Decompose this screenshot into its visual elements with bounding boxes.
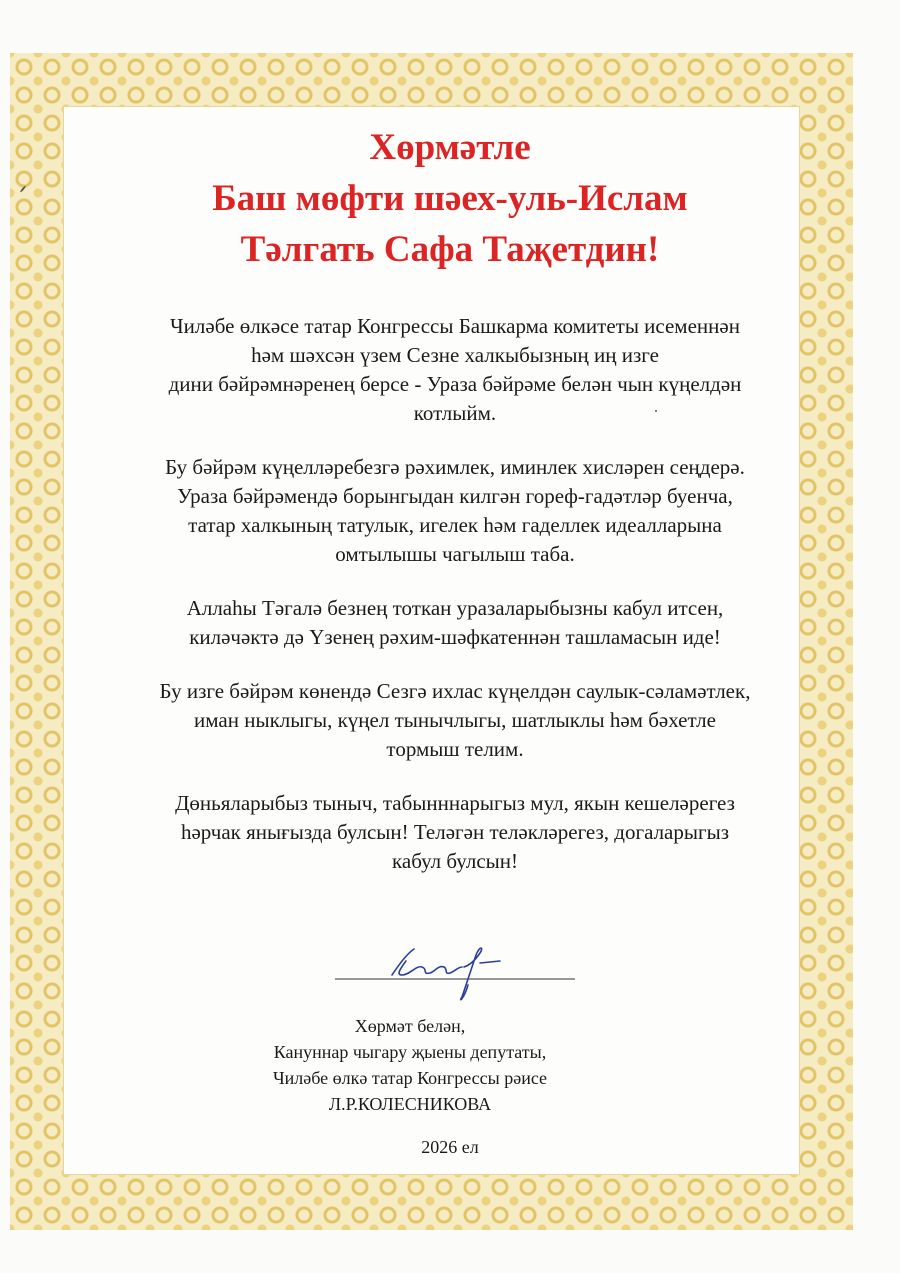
text-line: иман ныклыгы, күңел тынычлыгы, шатлыклы һәм бәхетле [194, 708, 716, 732]
paragraph [95, 677, 815, 764]
text-line: Бу бәйрәм күңелләребезгә рәхимлек, иминлек хисләрен сеңдерә. [165, 455, 745, 479]
text-line: котлыйм. [413, 401, 497, 425]
text-line: дини бәйрәмнәренең берсе - Ураза бәйрәме белән чын күңелдән [168, 372, 742, 396]
paragraph [95, 594, 815, 652]
text-line: Аллаһы Тәгалә безнең тоткан уразаларыбызны кабул итсен, [186, 596, 724, 620]
paragraph [95, 453, 815, 569]
heading-line-2: Баш мөфти шәех-уль-Ислам [212, 178, 688, 219]
signer-role: Чиләбе өлкә татар Конгрессы рәисе [272, 1068, 548, 1088]
paragraph [95, 789, 815, 876]
greeting-heading [0, 122, 900, 275]
text-line: Ураза бәйрәмендә борынгыдан килгән гореф-гадәтләр буенча, [177, 484, 733, 508]
paragraph [95, 312, 815, 428]
year-label: 2026 ел [421, 1137, 479, 1157]
signature [330, 945, 580, 1005]
signature-scribble [392, 948, 500, 1000]
text-line: киләчәктә дә Үзенең рәхим-шәфкатеннән ташламасын иде! [189, 625, 721, 649]
text-line: һәрчак янығызда булсын! Теләгән теләкләрегез, догаларыгыз [180, 820, 730, 844]
text-line: кабул булсын! [392, 849, 518, 873]
text-line: Бу изге бәйрәм көнендә Сезгә ихлас күңелдән саулык-сәламәтлек, [159, 679, 751, 703]
text-line: татар халкының татулык, игелек һәм гаделлек идеалларына [188, 513, 722, 537]
closing-regards: Хөрмәт белән, [354, 1016, 466, 1036]
text-line: Чиләбе өлкәсе татар Конгрессы Башкарма комитеты исеменнән [170, 314, 740, 338]
text-line: һәм шәхсән үзем Сезне халкыбызның иң изге [251, 343, 659, 367]
signer-position: Кануннар чыгару җыены депутаты, [273, 1042, 547, 1062]
heading-line-1: Хөрмәтле [369, 127, 531, 168]
signer-name: Л.Р.КОЛЕСНИКОВА [328, 1094, 492, 1114]
text-line: тормыш телим. [386, 737, 524, 761]
text-line: омтылышы чагылыш таба. [335, 542, 575, 566]
closing-block [240, 1013, 580, 1117]
letter-body [95, 312, 815, 901]
heading-line-3: Тәлгать Сафа Таҗетдин! [240, 229, 660, 270]
text-line: Дөньяларыбыз тыныч, табынннарыгыз мул, якын кешеләрегез [175, 791, 735, 815]
